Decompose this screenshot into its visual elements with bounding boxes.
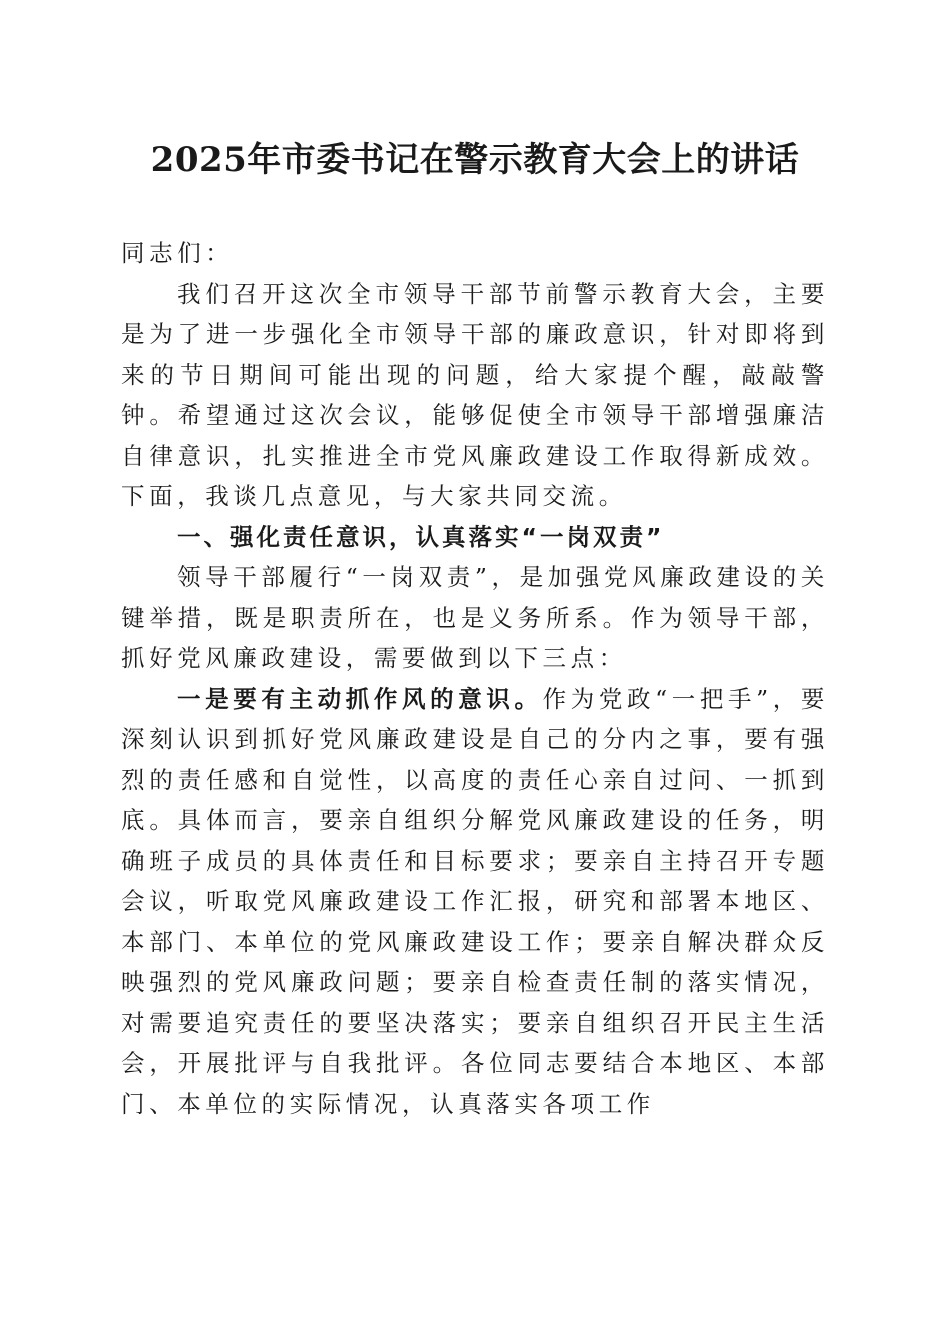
section-paragraph: 领导干部履行“一岗双责”，是加强党风廉政建设的关键举措，既是职责所在，也是义务所系。作为领导干部，抓好党风廉政建设，需要做到以下三点：: [121, 563, 829, 672]
intro-paragraph: 我们召开这次全市领导干部节前警示教育大会，主要是为了进一步强化全市领导干部的廉政意识，针对即将到来的节日期间可能出现的问题，给大家提个醒，敲敲警钟。希望通过这次会议，能够促使全市领导干部增强廉洁自律意识，扎实推进全市党风廉政建设工作取得新成效。下面，我谈几点意见，与大家共同交流。: [121, 279, 829, 510]
document-body: [121, 233, 829, 1124]
point-lead: 一是要有主动抓作风的意识。: [177, 684, 543, 713]
point-paragraph: [121, 679, 829, 1125]
section-heading: 一、强化责任意识，认真落实“一岗双责”: [177, 522, 665, 551]
salutation: 同志们：: [121, 239, 234, 267]
point-body: 作为党政“一把手”，要深刻认识到抓好党风廉政建设是自己的分内之事，要有强烈的责任感和自觉性，以高度的责任心亲自过问、一抓到底。具体而言，要亲自组织分解党风廉政建设的任务，明确班子成员的具体责任和目标要求；要亲自主持召开专题会议，听取党风廉政建设工作汇报，研究和部署本地区、本部门、本单位的党风廉政建设工作；要亲自解决群众反映强烈的党风廉政问题；要亲自检查责任制的落实情况，对需要追究责任的要坚决落实；要亲自组织召开民主生活会，开展批评与自我批评。各位同志要结合本地区、本部门、本单位的实际情况，认真落实各项工作: [121, 684, 829, 1118]
page-title: 2025年市委书记在警示教育大会上的讲话: [150, 140, 800, 180]
